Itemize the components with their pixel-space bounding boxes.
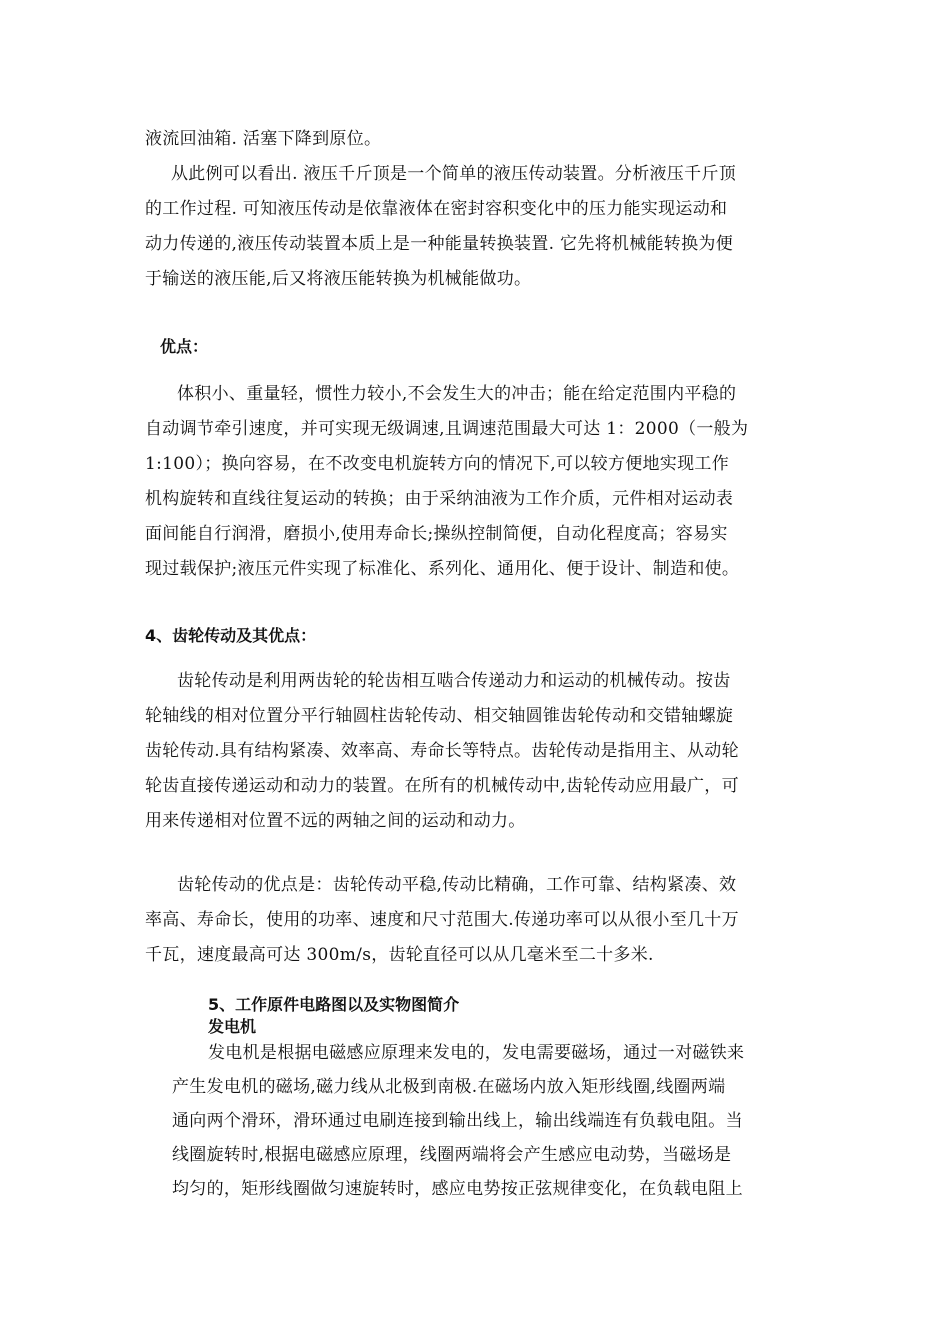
paragraph-hydraulic-end [145, 122, 810, 157]
section-4-heading: 4、齿轮传动及其优点： [145, 626, 317, 645]
text-line: 液流回油箱. 活塞下降到原位。 [145, 129, 382, 149]
text-line: 产生发电机的磁场,磁力线从北极到南极.在磁场内放入矩形线圈,线圈两端 [172, 1077, 726, 1097]
paragraph-gear-advantages [145, 868, 810, 973]
text-line: 齿轮传动.具有结构紧凑、效率高、寿命长等特点。齿轮传动是指用主、从动轮 [145, 741, 739, 761]
paragraph-generator [172, 1036, 812, 1206]
section-5-heading: 5、工作原件电路图以及实物图简介 [208, 995, 460, 1014]
text-line: 齿轮传动的优点是：齿轮传动平稳,传动比精确，工作可靠、结构紧凑、效 [177, 875, 737, 895]
text-line: 发电机是根据电磁感应原理来发电的，发电需要磁场，通过一对磁铁来 [208, 1043, 745, 1063]
text-line: 动力传递的,液压传动装置本质上是一种能量转换装置. 它先将机械能转换为便 [145, 234, 734, 254]
text-line: 线圈旋转时,根据电磁感应原理，线圈两端将会产生感应电动势，当磁场是 [172, 1145, 732, 1165]
text-line: 自动调节牵引速度，并可实现无级调速,且调速范围最大可达 1：2000（一般为 [145, 419, 749, 439]
text-line: 齿轮传动是利用两齿轮的轮齿相互啮合传递动力和运动的机械传动。按齿 [177, 671, 731, 691]
text-line: 1:100）；换向容易，在不改变电机旋转方向的情况下,可以较方便地实现工作 [145, 454, 729, 474]
paragraph-gear-transmission [145, 664, 810, 839]
section-5 [208, 994, 818, 1038]
advantages-heading: 优点： [160, 337, 209, 356]
paragraph-hydraulic-jack [145, 157, 810, 297]
text-line: 用来传递相对位置不远的两轴之间的运动和动力。 [145, 811, 526, 831]
text-line: 率高、寿命长，使用的功率、速度和尺寸范围大.传递功率可以从很小至几十万 [145, 910, 739, 930]
text-line: 均匀的，矩形线圈做匀速旋转时，感应电势按正弦规律变化，在负载电阻上 [172, 1179, 743, 1199]
text-line: 于输送的液压能,后又将液压能转换为机械能做功。 [145, 269, 532, 289]
text-line: 从此例可以看出. 液压千斤顶是一个简单的液压传动装置。分析液压千斤顶 [171, 164, 737, 184]
text-line: 现过载保护;液压元件实现了标准化、系列化、通用化、便于设计、制造和使。 [145, 559, 740, 579]
text-line: 轮轴线的相对位置分平行轴圆柱齿轮传动、相交轴圆锥齿轮传动和交错轴螺旋 [145, 706, 734, 726]
paragraph-hydraulic-advantages [145, 377, 810, 587]
text-line: 千瓦，速度最高可达 300m/s，齿轮直径可以从几毫米至二十多米. [145, 945, 654, 965]
text-line: 通向两个滑环，滑环通过电刷连接到输出线上，输出线端连有负载电阻。当 [172, 1111, 743, 1131]
text-line: 的工作过程. 可知液压传动是依靠液体在密封容积变化中的压力能实现运动和 [145, 199, 728, 219]
text-line: 轮齿直接传递运动和动力的装置。在所有的机械传动中,齿轮传动应用最广，可 [145, 776, 739, 796]
generator-heading: 发电机 [208, 1017, 257, 1036]
text-line: 体积小、重量轻，惯性力较小,不会发生大的冲击；能在给定范围内平稳的 [177, 384, 737, 404]
text-line: 面间能自行润滑，磨损小,使用寿命长;操纵控制简便，自动化程度高；容易实 [145, 524, 728, 544]
text-line: 机构旋转和直线往复运动的转换；由于采纳油液为工作介质，元件相对运动表 [145, 489, 734, 509]
